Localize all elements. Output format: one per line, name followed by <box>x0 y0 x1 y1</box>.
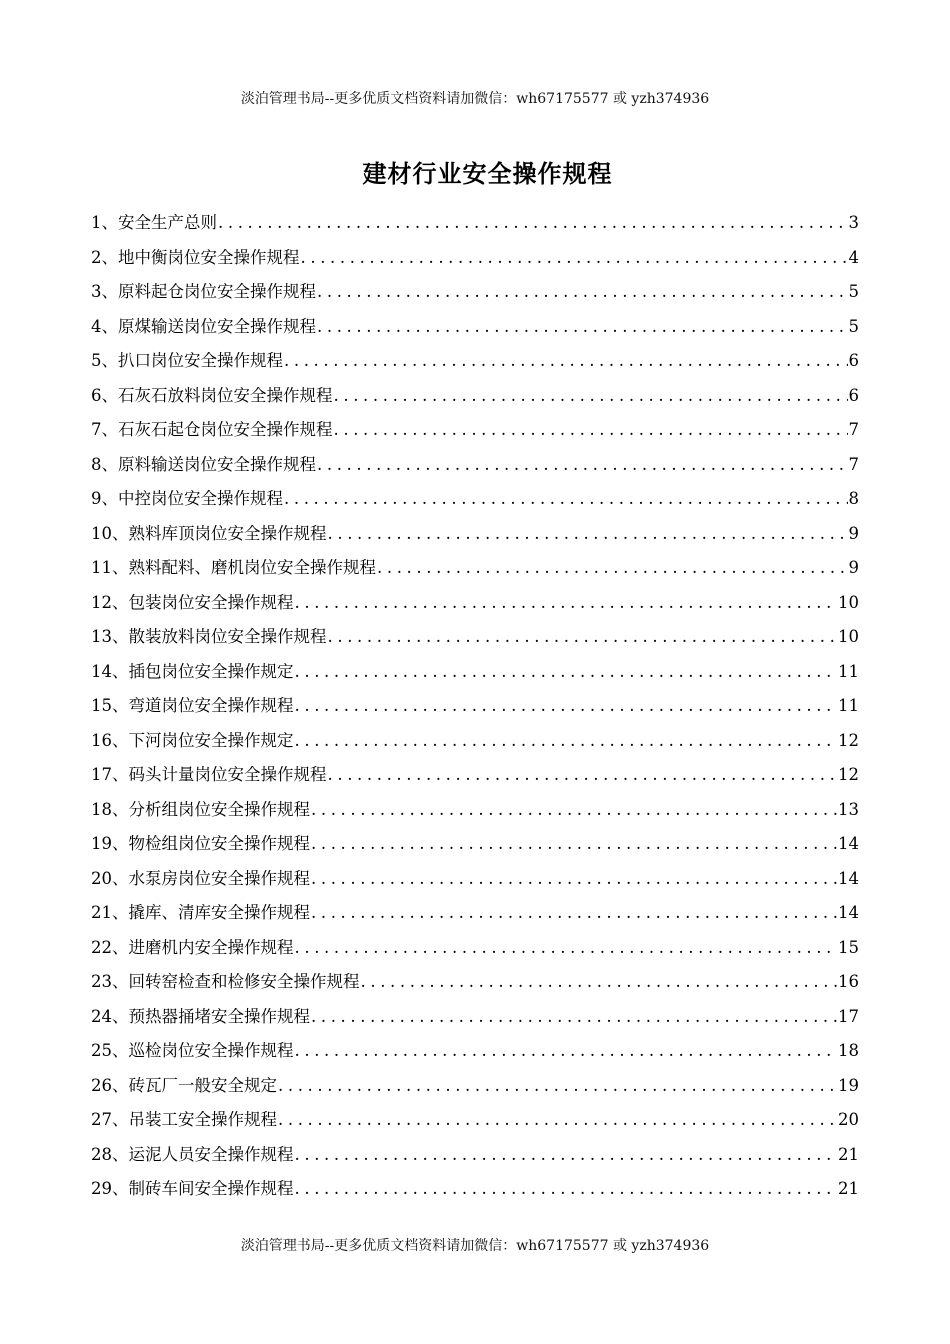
toc-entry-title: 16、下河岗位安全操作规定 <box>91 730 294 750</box>
toc-entry[interactable] <box>91 689 859 724</box>
toc-dot-leader <box>295 724 838 759</box>
toc-dot-leader <box>311 793 837 828</box>
toc-entry-page: 8 <box>848 489 859 508</box>
toc-entry-title: 28、运泥人员安全操作规程 <box>91 1144 294 1164</box>
toc-entry-title: 21、撬库、清库安全操作规程 <box>91 903 310 922</box>
toc-entry[interactable] <box>91 310 859 345</box>
toc-entry-title: 11、熟料配料、磨机岗位安全操作规程 <box>91 558 376 577</box>
toc-entry[interactable] <box>91 1034 859 1069</box>
toc-dot-leader <box>377 551 848 586</box>
toc-dot-leader <box>328 620 838 655</box>
toc-entry-title: 13、散装放料岗位安全操作规程 <box>91 627 327 646</box>
toc-dot-leader <box>311 862 837 897</box>
toc-entry-page: 13 <box>838 799 859 819</box>
toc-entry-page: 20 <box>838 1110 859 1129</box>
toc-entry[interactable] <box>91 724 859 759</box>
toc-entry-title: 27、吊装工安全操作规程 <box>91 1110 277 1129</box>
toc-entry[interactable] <box>91 1103 859 1138</box>
table-of-contents <box>91 206 859 1207</box>
toc-entry-title: 20、水泵房岗位安全操作规程 <box>91 868 310 888</box>
toc-entry[interactable] <box>91 275 859 310</box>
toc-dot-leader <box>311 827 837 862</box>
toc-entry-title: 29、制砖车间安全操作规程 <box>91 1179 294 1198</box>
toc-entry[interactable] <box>91 241 859 276</box>
toc-entry-page: 12 <box>838 765 859 784</box>
toc-entry-title: 4、原煤输送岗位安全操作规程 <box>91 316 316 336</box>
toc-dot-leader <box>284 482 848 517</box>
toc-entry-title: 17、码头计量岗位安全操作规程 <box>91 765 327 784</box>
toc-entry[interactable] <box>91 793 859 828</box>
toc-entry[interactable] <box>91 862 859 897</box>
toc-dot-leader <box>218 206 848 241</box>
toc-entry-title: 2、地中衡岗位安全操作规程 <box>91 247 300 267</box>
toc-entry-page: 7 <box>848 454 859 474</box>
toc-entry-page: 9 <box>848 558 859 577</box>
toc-entry-page: 11 <box>838 661 859 681</box>
toc-entry-page: 21 <box>838 1179 859 1198</box>
toc-entry[interactable] <box>91 1069 859 1104</box>
toc-entry-page: 14 <box>838 834 859 853</box>
toc-dot-leader <box>328 517 848 552</box>
toc-entry[interactable] <box>91 931 859 966</box>
toc-entry-page: 14 <box>838 868 859 888</box>
toc-entry-title: 24、预热器捅堵安全操作规程 <box>91 1006 310 1026</box>
toc-entry[interactable] <box>91 965 859 1000</box>
toc-entry[interactable] <box>91 206 859 241</box>
toc-entry-page: 6 <box>848 351 859 370</box>
toc-entry-title: 25、巡检岗位安全操作规程 <box>91 1041 294 1060</box>
toc-entry-page: 18 <box>838 1041 859 1060</box>
toc-dot-leader <box>295 655 838 690</box>
toc-entry[interactable] <box>91 1000 859 1035</box>
toc-entry[interactable] <box>91 448 859 483</box>
toc-entry-title: 7、石灰石起仓岗位安全操作规程 <box>91 420 333 439</box>
toc-entry-page: 10 <box>838 592 859 612</box>
toc-entry[interactable] <box>91 379 859 414</box>
toc-entry-page: 16 <box>838 972 859 991</box>
toc-entry-title: 18、分析组岗位安全操作规程 <box>91 799 310 819</box>
toc-dot-leader <box>295 1172 838 1207</box>
toc-dot-leader <box>317 310 848 345</box>
toc-entry-title: 23、回转窑检查和检修安全操作规程 <box>91 972 360 991</box>
toc-entry-title: 6、石灰石放料岗位安全操作规程 <box>91 385 333 405</box>
toc-dot-leader <box>301 241 848 276</box>
toc-entry-title: 3、原料起仓岗位安全操作规程 <box>91 282 316 301</box>
toc-dot-leader <box>311 896 837 931</box>
toc-dot-leader <box>284 344 848 379</box>
toc-entry-page: 6 <box>848 385 859 405</box>
toc-entry[interactable] <box>91 620 859 655</box>
toc-entry-page: 7 <box>848 420 859 439</box>
toc-entry[interactable] <box>91 1138 859 1173</box>
toc-dot-leader <box>311 1000 837 1035</box>
toc-entry-page: 5 <box>848 282 859 301</box>
toc-entry-page: 4 <box>848 247 859 267</box>
toc-entry-title: 1、安全生产总则 <box>91 213 217 232</box>
toc-entry[interactable] <box>91 827 859 862</box>
toc-entry-title: 5、扒口岗位安全操作规程 <box>91 351 283 370</box>
toc-entry[interactable] <box>91 551 859 586</box>
toc-entry-title: 9、中控岗位安全操作规程 <box>91 489 283 508</box>
toc-entry-page: 10 <box>838 627 859 646</box>
document-title: 建材行业安全操作规程 <box>362 159 613 188</box>
toc-entry[interactable] <box>91 896 859 931</box>
toc-dot-leader <box>295 586 838 621</box>
toc-entry-page: 3 <box>848 213 859 232</box>
toc-entry[interactable] <box>91 413 859 448</box>
toc-dot-leader <box>334 379 848 414</box>
toc-dot-leader <box>328 758 838 793</box>
toc-dot-leader <box>295 1138 838 1173</box>
toc-entry-page: 15 <box>838 937 859 957</box>
toc-entry-title: 26、砖瓦厂一般安全规定 <box>91 1075 277 1095</box>
toc-dot-leader <box>295 689 838 724</box>
toc-entry-title: 14、插包岗位安全操作规定 <box>91 661 294 681</box>
toc-entry[interactable] <box>91 586 859 621</box>
toc-entry[interactable] <box>91 1172 859 1207</box>
toc-entry-title: 12、包装岗位安全操作规程 <box>91 592 294 612</box>
toc-entry[interactable] <box>91 482 859 517</box>
toc-entry-page: 19 <box>838 1075 859 1095</box>
toc-dot-leader <box>317 448 848 483</box>
page-header-note: 淡泊管理书局--更多优质文档资料请加微信：wh67175577 或 yzh374936 <box>240 91 710 107</box>
toc-dot-leader <box>361 965 838 1000</box>
toc-entry[interactable] <box>91 758 859 793</box>
toc-entry-page: 14 <box>838 903 859 922</box>
toc-entry[interactable] <box>91 344 859 379</box>
toc-dot-leader <box>334 413 848 448</box>
toc-dot-leader <box>278 1103 837 1138</box>
toc-entry-title: 10、熟料库顶岗位安全操作规程 <box>91 523 327 543</box>
toc-dot-leader <box>295 931 838 966</box>
toc-entry-title: 19、物检组岗位安全操作规程 <box>91 834 310 853</box>
toc-entry[interactable] <box>91 655 859 690</box>
toc-entry-page: 21 <box>838 1144 859 1164</box>
toc-entry-page: 17 <box>838 1006 859 1026</box>
page-footer-note: 淡泊管理书局--更多优质文档资料请加微信：wh67175577 或 yzh374936 <box>240 1238 710 1254</box>
toc-entry-page: 12 <box>838 730 859 750</box>
toc-entry-title: 22、进磨机内安全操作规程 <box>91 937 294 957</box>
toc-entry-title: 15、弯道岗位安全操作规程 <box>91 696 294 715</box>
toc-dot-leader <box>278 1069 837 1104</box>
toc-dot-leader <box>317 275 848 310</box>
toc-entry-page: 9 <box>848 523 859 543</box>
toc-entry[interactable] <box>91 517 859 552</box>
toc-dot-leader <box>295 1034 838 1069</box>
toc-entry-title: 8、原料输送岗位安全操作规程 <box>91 454 316 474</box>
toc-entry-page: 5 <box>848 316 859 336</box>
toc-entry-page: 11 <box>838 696 859 715</box>
